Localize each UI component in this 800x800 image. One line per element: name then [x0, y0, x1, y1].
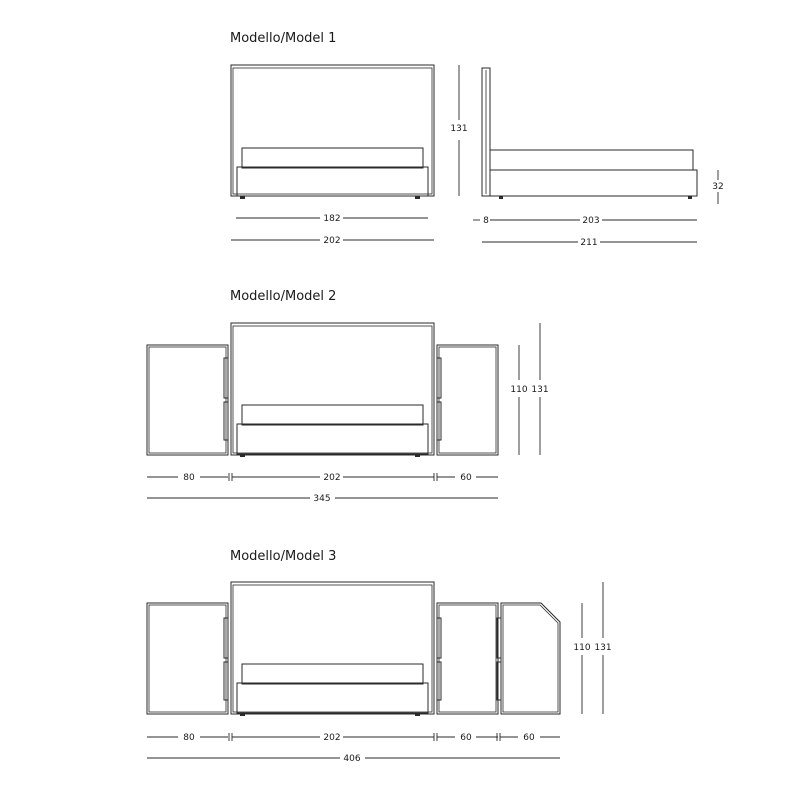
dimension-211: 211 [580, 238, 598, 248]
model-2 [147, 289, 549, 504]
bed-base [237, 683, 428, 713]
dimension-202: 202 [323, 473, 341, 483]
model-1-title: Modello/Model 1 [230, 31, 337, 46]
headboard-outline [231, 582, 434, 714]
dimension-110: 110 [573, 643, 591, 653]
dimension-80: 80 [183, 733, 195, 743]
dimension-202: 202 [323, 733, 341, 743]
dimension-60: 60 [460, 733, 472, 743]
dimension-131: 131 [594, 643, 612, 653]
dimension-60: 60 [460, 473, 472, 483]
side-mattress [490, 150, 693, 170]
model-3-front-view [147, 582, 612, 764]
bed-base [237, 167, 428, 196]
dimension-32: 32 [712, 182, 724, 192]
dimension-80: 80 [183, 473, 195, 483]
right-panel [437, 603, 498, 714]
side-base [490, 170, 697, 196]
dimension-406: 406 [343, 754, 361, 764]
mattress [242, 148, 423, 168]
headboard-outline [231, 65, 434, 196]
dimension-110: 110 [510, 385, 528, 395]
dimension-8: 8 [483, 216, 489, 226]
dimension-202: 202 [323, 236, 341, 246]
angled-panel [501, 603, 560, 714]
mattress [242, 405, 423, 425]
bed-base [237, 424, 428, 454]
foot-right [415, 196, 420, 199]
right-panel [437, 345, 498, 455]
model-1-front-view [231, 65, 468, 246]
model-3-title: Modello/Model 3 [230, 549, 337, 564]
model-3 [147, 549, 612, 764]
model-1-side-view [473, 68, 724, 248]
model-2-front-view [147, 323, 549, 504]
model-2-title: Modello/Model 2 [230, 289, 337, 304]
left-panel [147, 345, 228, 455]
headboard-outline [231, 323, 434, 455]
mattress [242, 664, 423, 684]
dimension-60-extra: 60 [523, 733, 535, 743]
dimension-203: 203 [582, 216, 600, 226]
dimension-182: 182 [323, 214, 341, 224]
left-panel [147, 603, 228, 714]
model-1 [230, 31, 724, 248]
foot-left [240, 196, 245, 199]
dimension-131: 131 [450, 124, 468, 134]
dimension-345: 345 [313, 494, 331, 504]
dimension-131: 131 [531, 385, 549, 395]
